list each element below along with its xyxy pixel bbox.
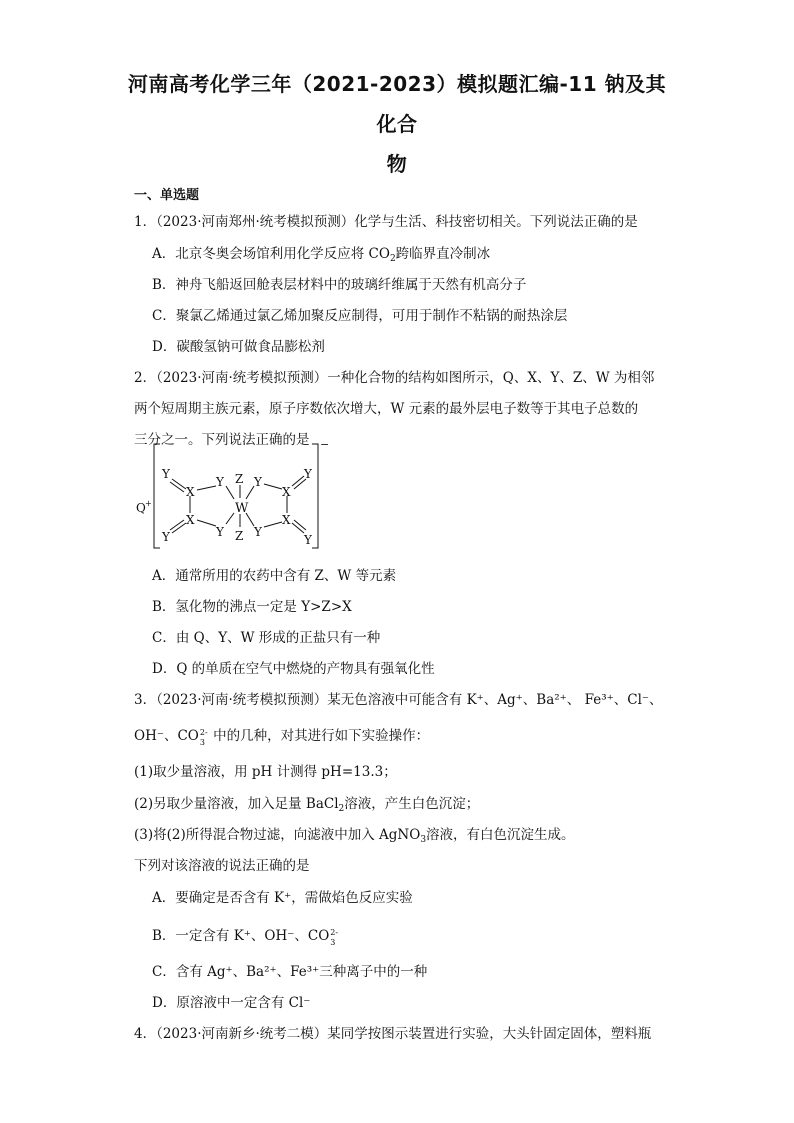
q3-stem-line-2: OH⁻、CO 2- 3 中的几种，对其进行如下实验操作： — [134, 728, 430, 747]
title-line-2: 物 — [386, 152, 408, 176]
bond-y-x-right-bottom — [264, 522, 282, 527]
q4-stem: 4．（2023·河南新乡·统考二模）某同学按图示装置进行实验，大头针固定固体，塑料瓶 — [134, 1026, 652, 1042]
structure-svg — [134, 436, 334, 556]
q3-step-2: (2)另取少量溶液，加入足量 BaCl$_2$溶液，产生白色沉淀； — [134, 796, 480, 814]
atom-y: Y — [216, 475, 224, 489]
q3-step-3: (3)将(2)所得混合物过滤，向滤液中加入 AgNO$_3$溶液，有白色沉淀生成。 — [134, 827, 575, 845]
left-bracket — [154, 444, 160, 548]
q-charge: + — [145, 499, 152, 508]
bond-x-y-right-bottom-double — [294, 520, 306, 530]
bond-x-y-left-top — [197, 486, 216, 490]
bond-x-y-right-top — [292, 476, 304, 486]
bond-y-x-left-top — [172, 479, 186, 489]
atom-y: Y — [304, 533, 312, 547]
q3-step-1: (1)取少量溶液，用 pH 计测得 pH=13.3； — [134, 764, 397, 780]
q1-option-d: D．碳酸氢钠可做食品膨松剂 — [152, 339, 325, 355]
q2-option-a: A．通常所用的农药中含有 Z、W 等元素 — [152, 568, 397, 584]
q3-stem-line-1: 3．（2023·河南·统考模拟预测）某无色溶液中可能含有 K⁺、Ag⁺、Ba²⁺、 Fe³⁺、Cl⁻、 — [134, 692, 663, 708]
q3-option-d: D．原溶液中一定含有 Cl⁻ — [152, 995, 311, 1011]
q2-stem-line-1: 2．（2023·河南·统考模拟预测）一种化合物的结构如图所示，Q、X、Y、Z、W 为相邻 — [134, 370, 655, 386]
q1-stem: 1．（2023·河南郑州·统考模拟预测）化学与生活、科技密切相关。下列说法正确的是 — [134, 214, 638, 230]
atom-x: X — [186, 513, 195, 527]
q-atom: Q — [136, 501, 146, 515]
bond-y-x-right-top — [264, 484, 282, 489]
atom-x: X — [186, 485, 195, 499]
bond-y-x-left-top-double — [170, 482, 184, 492]
anion-charge: − — [320, 438, 330, 451]
q2-option-c: C．由 Q、Y、W 形成的正盐只有一种 — [152, 630, 381, 646]
q3-option-a: A．要确定是否含有 K⁺，需做焰色反应实验 — [152, 890, 413, 906]
section-heading: 一、单选题 — [134, 188, 200, 203]
q3-option-b: B．一定含有 K⁺、OH⁻、CO 2- 3 — [152, 928, 339, 947]
bond-y-x-left-bottom-double — [170, 520, 184, 530]
atom-y: Y — [162, 467, 170, 481]
q2-option-b: B．氢化物的沸点一定是 Y>Z>X — [152, 599, 352, 615]
title-line-1: 河南高考化学三年（2021-2023）模拟题汇编-11 钠及其化合 — [127, 72, 667, 136]
q2-structure-diagram — [134, 436, 334, 556]
right-bracket — [312, 444, 318, 548]
atom-y: Y — [254, 525, 262, 539]
bond-x-y-right-bottom — [292, 523, 304, 533]
atom-z: Z — [235, 472, 244, 486]
q2-option-d: D．Q 的单质在空气中燃烧的产物具有强氧化性 — [152, 661, 435, 677]
bond-y-w-left-top — [226, 486, 234, 499]
bond-y-w-left-bottom — [226, 513, 234, 524]
atom-x: X — [282, 513, 291, 527]
atom-y: Y — [254, 475, 262, 489]
q2-stem-line-3: 三分之一。下列说法正确的是 — [134, 432, 310, 448]
bond-y-x-left-bottom — [172, 523, 186, 533]
atom-w: W — [235, 501, 249, 516]
q3-option-c: C．含有 Ag⁺、Ba²⁺、Fe³⁺三种离子中的一种 — [152, 964, 428, 980]
q3-prompt: 下列对该溶液的说法正确的是 — [134, 858, 310, 874]
bond-w-y-right-top — [246, 486, 254, 499]
atom-z: Z — [235, 529, 244, 543]
q1-option-b: B．神舟飞船返回舱表层材料中的玻璃纤维属于天然有机高分子 — [152, 277, 527, 293]
document-title — [120, 64, 674, 184]
bond-x-y-left-bottom — [197, 520, 216, 526]
q2-stem-line-2: 两个短周期主族元素，原子序数依次增大，W 元素的最外层电子数等于其电子总数的 — [134, 401, 639, 417]
atom-y: Y — [216, 525, 224, 539]
atom-y: Y — [304, 467, 312, 481]
atom-x: X — [282, 485, 291, 499]
q1-option-c: C．聚氯乙烯通过氯乙烯加聚反应制得，可用于制作不粘锅的耐热涂层 — [152, 308, 568, 324]
q1-option-a: A．北京冬奥会场馆利用化学反应将 $CO_2$跨临界直冷制冰 — [152, 246, 491, 264]
atom-y: Y — [162, 530, 170, 544]
